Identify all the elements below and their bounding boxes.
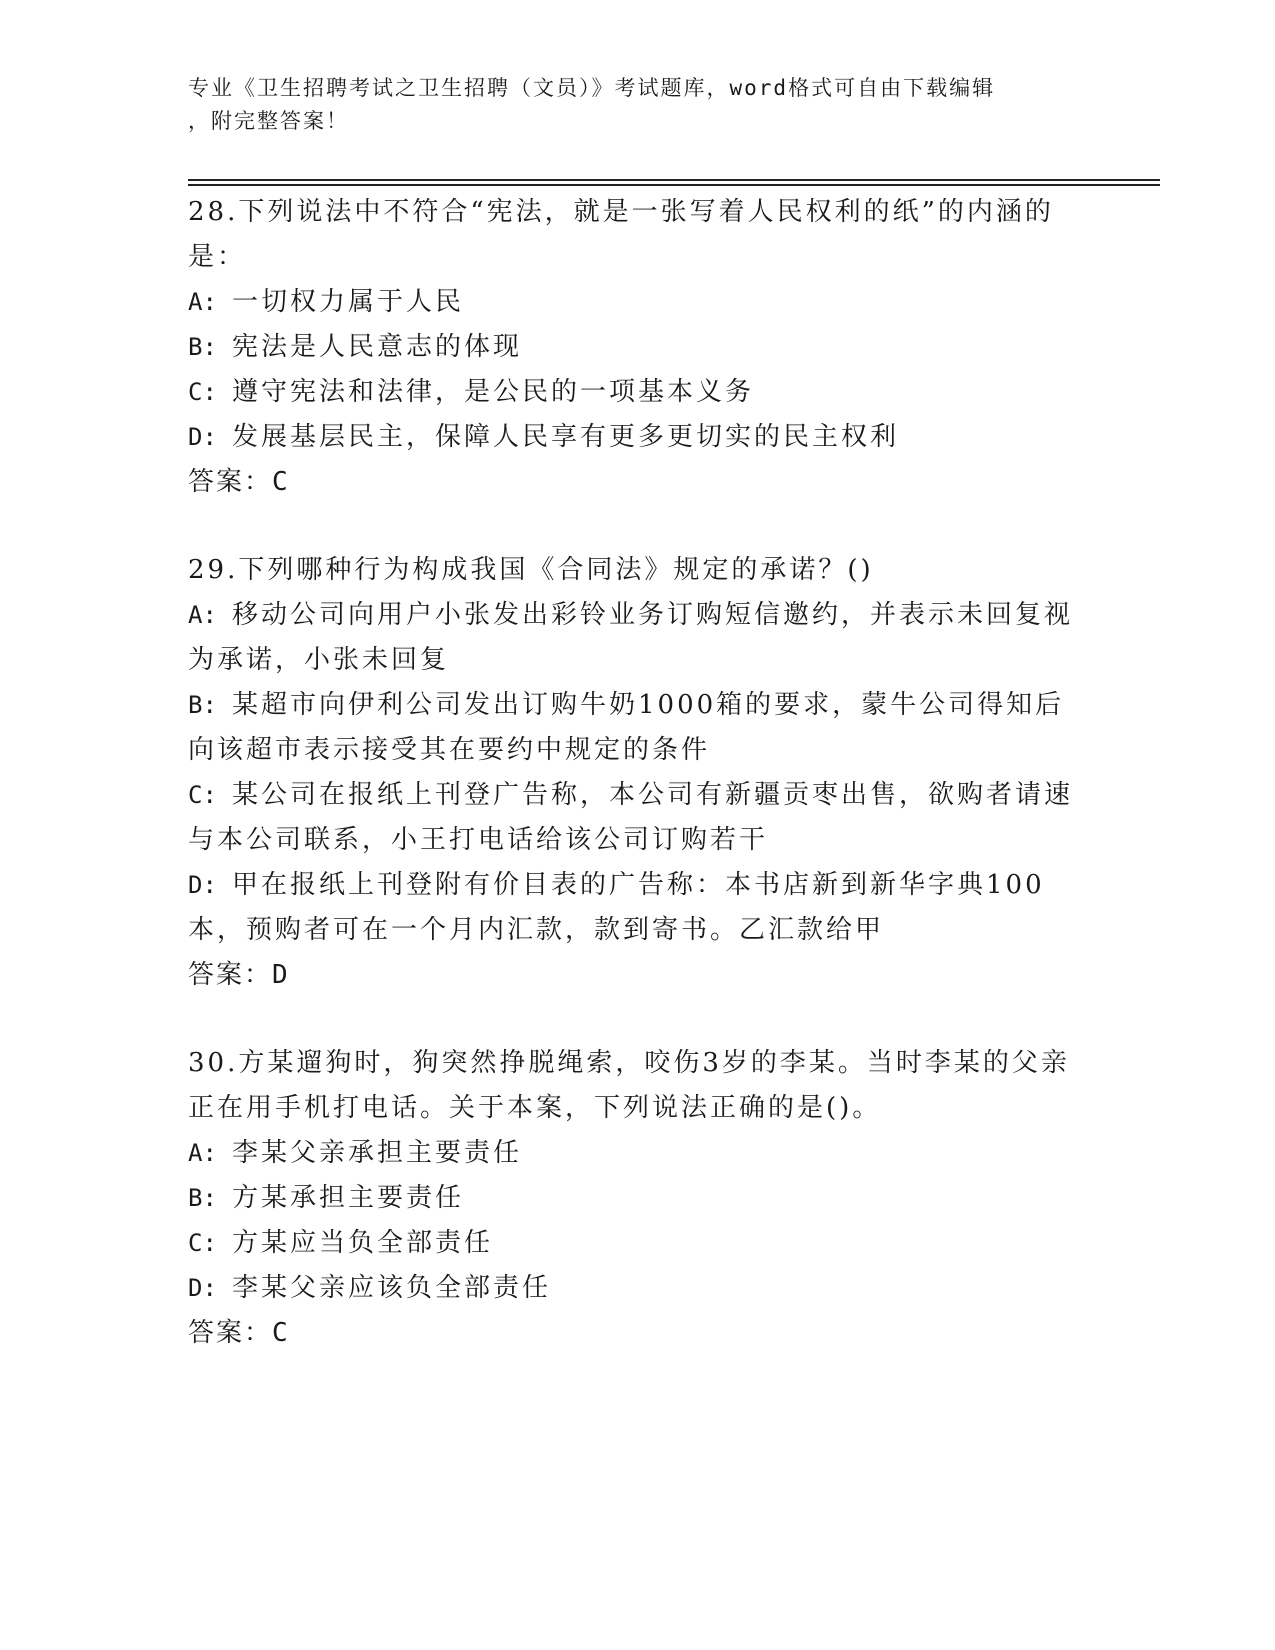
option-text: 移动公司向用户小张发出彩铃业务订购短信邀约，并表示未回复视为承诺，小张未回复 bbox=[188, 600, 1074, 675]
option-text: 方某应当负全部责任 bbox=[232, 1228, 494, 1258]
option-text: 李某父亲承担主要责任 bbox=[232, 1138, 523, 1168]
option-text: 遵守宪法和法律，是公民的一项基本义务 bbox=[232, 377, 755, 407]
option-letter: B: bbox=[188, 1184, 217, 1212]
option-text: 甲在报纸上刊登附有价目表的广告称：本书店新到新华字典100本，预购者可在一个月内汇款，款到寄书。乙汇款给甲 bbox=[188, 870, 1045, 945]
option-c bbox=[188, 773, 1088, 863]
option-b bbox=[188, 683, 1088, 773]
option-b bbox=[188, 1176, 1088, 1221]
option-b bbox=[188, 325, 1088, 370]
option-d bbox=[188, 415, 1088, 460]
option-letter: C: bbox=[188, 378, 217, 406]
option-letter: C: bbox=[188, 781, 217, 809]
option-c bbox=[188, 1221, 1088, 1266]
answer-value: C bbox=[272, 467, 290, 497]
option-c bbox=[188, 370, 1088, 415]
document-header bbox=[188, 72, 1088, 138]
answer-value: C bbox=[272, 1318, 290, 1348]
header-divider-bottom bbox=[188, 184, 1160, 186]
option-letter: C: bbox=[188, 1229, 217, 1257]
answer-value: D bbox=[272, 960, 290, 990]
option-letter: B: bbox=[188, 333, 217, 361]
question-stem: 29.下列哪种行为构成我国《合同法》规定的承诺？() bbox=[188, 555, 874, 585]
option-text: 某公司在报纸上刊登广告称，本公司有新疆贡枣出售，欲购者请速与本公司联系，小王打电话给该公司订购若干 bbox=[188, 780, 1074, 855]
option-a bbox=[188, 593, 1088, 683]
answer bbox=[188, 1311, 1088, 1356]
option-a bbox=[188, 280, 1088, 325]
option-letter: A: bbox=[188, 601, 217, 629]
answer-label: 答案： bbox=[188, 1318, 273, 1348]
question-29 bbox=[188, 548, 1088, 998]
header-line-2: ，附完整答案！ bbox=[188, 109, 349, 133]
question-list bbox=[188, 190, 1088, 1399]
question-30 bbox=[188, 1041, 1088, 1356]
question-stem: 30.方某遛狗时，狗突然挣脱绳索，咬伤3岁的李某。当时李某的父亲正在用手机打电话。关于本案，下列说法正确的是()。 bbox=[188, 1048, 1070, 1123]
question-stem: 28.下列说法中不符合“宪法，就是一张写着人民权利的纸”的内涵的是： bbox=[188, 197, 1054, 272]
answer bbox=[188, 953, 1088, 998]
answer bbox=[188, 460, 1088, 505]
answer-label: 答案： bbox=[188, 960, 273, 990]
option-d bbox=[188, 863, 1088, 953]
option-a bbox=[188, 1131, 1088, 1176]
option-text: 某超市向伊利公司发出订购牛奶1000箱的要求，蒙牛公司得知后向该超市表示接受其在要约中规定的条件 bbox=[188, 690, 1065, 765]
option-letter: D: bbox=[188, 423, 217, 451]
option-text: 宪法是人民意志的体现 bbox=[232, 332, 523, 362]
option-letter: D: bbox=[188, 1274, 217, 1302]
option-text: 方某承担主要责任 bbox=[232, 1183, 465, 1213]
option-letter: B: bbox=[188, 691, 217, 719]
option-letter: A: bbox=[188, 1139, 217, 1167]
header-divider-top bbox=[188, 179, 1160, 181]
option-text: 发展基层民主，保障人民享有更多更切实的民主权利 bbox=[232, 422, 900, 452]
option-text: 一切权力属于人民 bbox=[232, 287, 465, 317]
header-line-1: 专业《卫生招聘考试之卫生招聘（文员）》考试题库，word格式可自由下载编辑 bbox=[188, 76, 996, 100]
option-letter: A: bbox=[188, 288, 217, 316]
question-28 bbox=[188, 190, 1088, 505]
answer-label: 答案： bbox=[188, 467, 273, 497]
option-d bbox=[188, 1266, 1088, 1311]
option-text: 李某父亲应该负全部责任 bbox=[232, 1273, 552, 1303]
option-letter: D: bbox=[188, 871, 217, 899]
